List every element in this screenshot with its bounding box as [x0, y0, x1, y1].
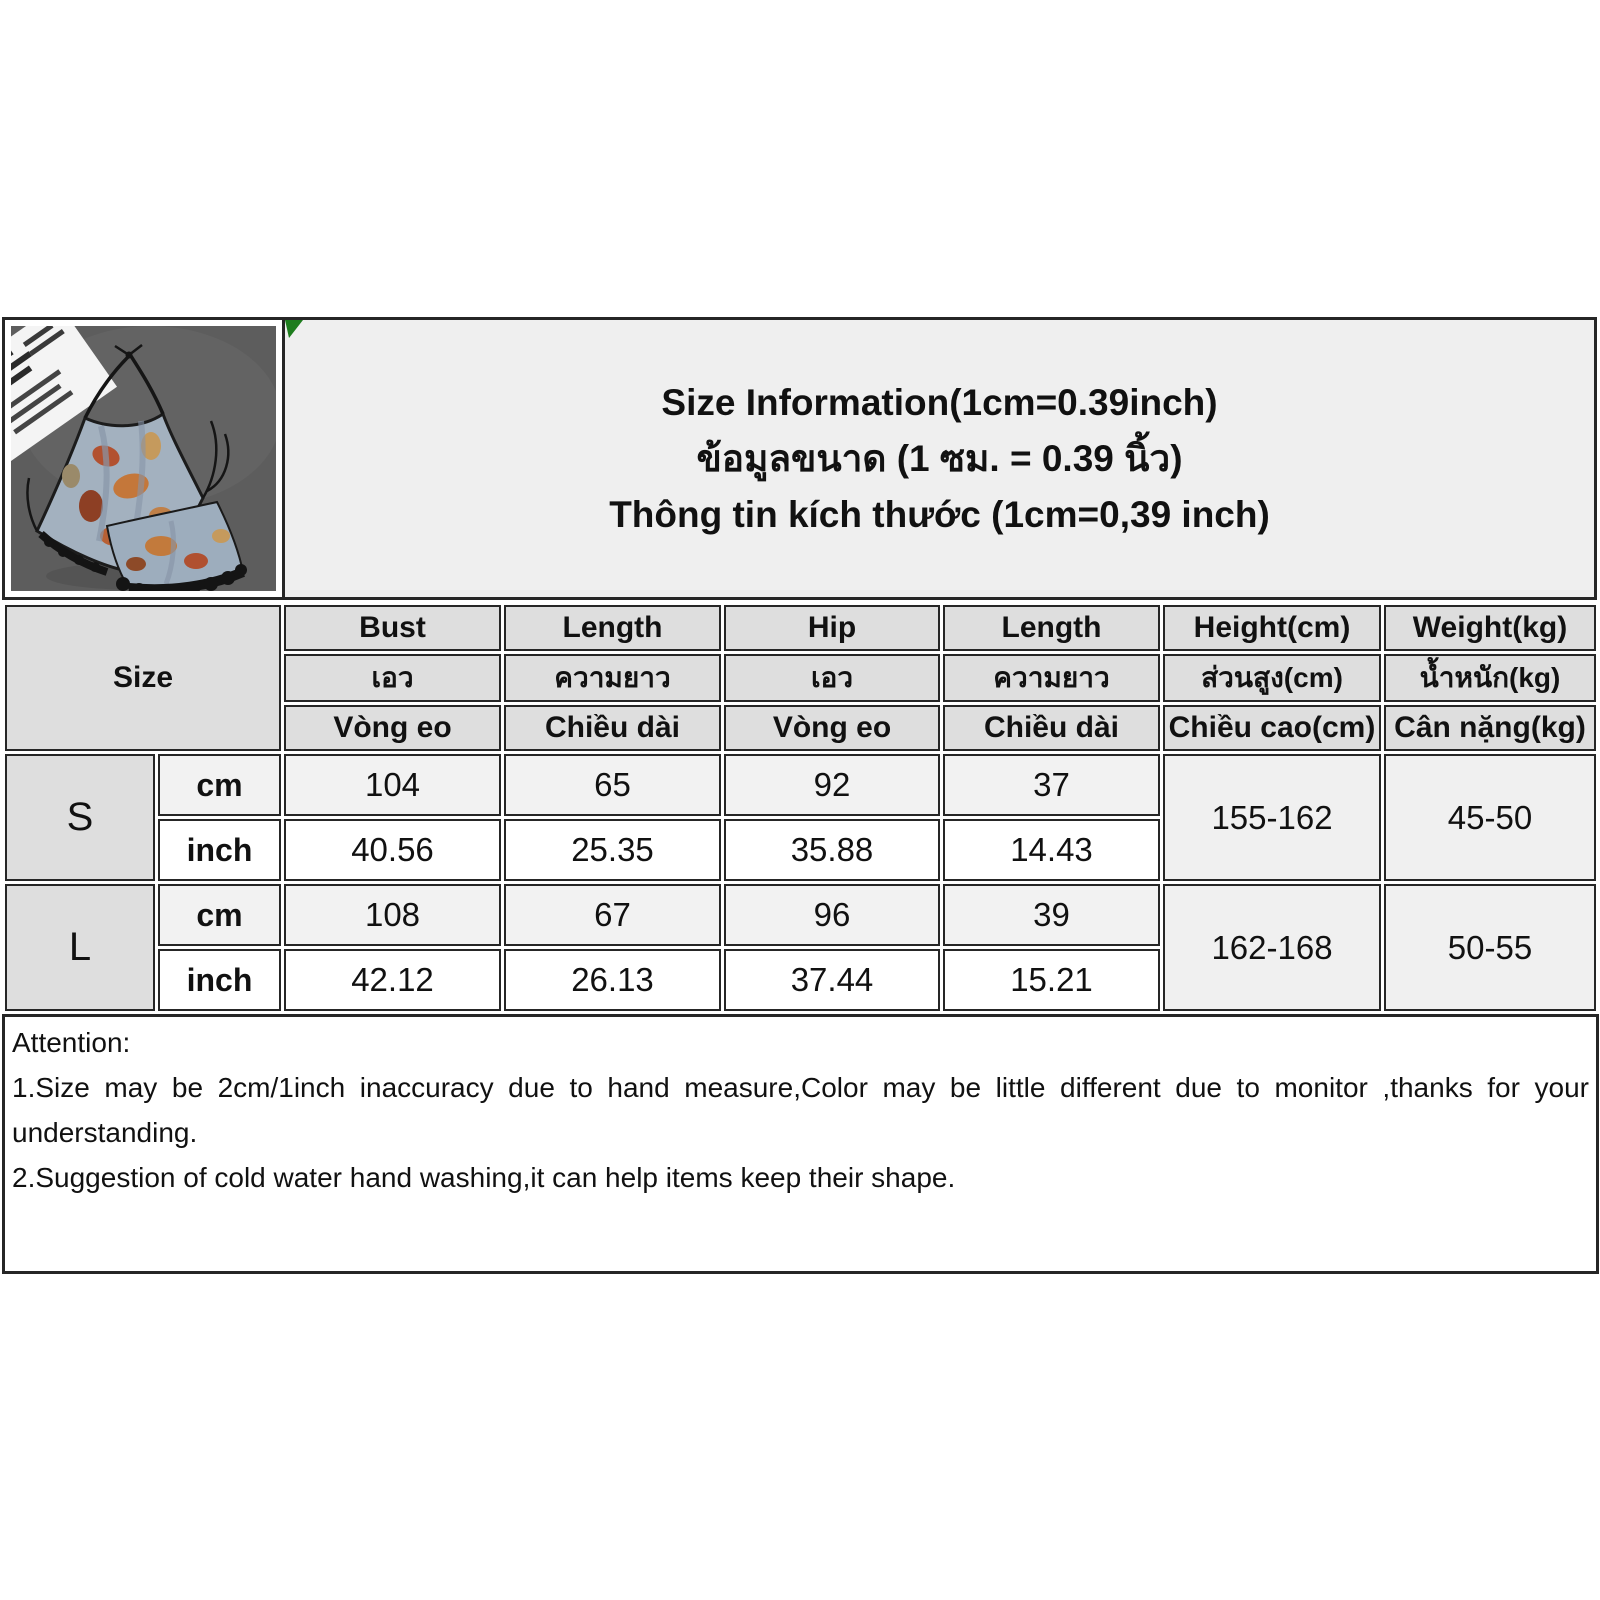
l-inch-hip: 37.44 [724, 949, 940, 1011]
s-height-range: 155-162 [1163, 754, 1381, 881]
col-header-weight-vi: Cân nặng(kg) [1384, 705, 1596, 751]
green-corner-marker-icon [285, 320, 305, 340]
attention-note-1: 1.Size may be 2cm/1inch inaccuracy due to hand measure,Color may be little different due to monitor ,thanks for your understanding. [12, 1072, 1589, 1148]
col-header-weight-en: Weight(kg) [1384, 605, 1596, 651]
top-row [2, 317, 1597, 600]
unit-inch: inch [158, 819, 281, 881]
title-vi: Thông tin kích thước (1cm=0,39 inch) [609, 493, 1270, 535]
attention-box [2, 1014, 1599, 1274]
s-weight-range: 45-50 [1384, 754, 1596, 881]
s-inch-hip: 35.88 [724, 819, 940, 881]
col-header-hip-en: Hip [724, 605, 940, 651]
unit-inch: inch [158, 949, 281, 1011]
title-th: ข้อมูลขนาด (1 ซม. = 0.39 นิ้ว) [696, 437, 1183, 479]
col-header-length1-vi: Chiều dài [504, 705, 721, 751]
size-corner-cell: Size [5, 605, 281, 751]
col-header-length2-en: Length [943, 605, 1160, 651]
col-header-height-vi: Chiều cao(cm) [1163, 705, 1381, 751]
col-header-bust-en: Bust [284, 605, 501, 651]
product-photo-frame [2, 317, 285, 600]
col-header-length1-en: Length [504, 605, 721, 651]
col-header-length1-th: ความยาว [504, 654, 721, 702]
product-photo [11, 326, 276, 591]
size-label-l: L [5, 884, 155, 1011]
s-inch-bust: 40.56 [284, 819, 501, 881]
s-cm-bust: 104 [284, 754, 501, 816]
l-cm-length1: 67 [504, 884, 721, 946]
title-en: Size Information(1cm=0.39inch) [661, 381, 1218, 423]
attention-heading: Attention: [12, 1027, 131, 1058]
col-header-bust-vi: Vòng eo [284, 705, 501, 751]
s-cm-hip: 92 [724, 754, 940, 816]
col-header-bust-th: เอว [284, 654, 501, 702]
col-header-hip-th: เอว [724, 654, 940, 702]
col-header-weight-th: น้ำหนัก(kg) [1384, 654, 1596, 702]
col-header-height-en: Height(cm) [1163, 605, 1381, 651]
unit-cm: cm [158, 884, 281, 946]
s-inch-length1: 25.35 [504, 819, 721, 881]
s-cm-length2: 37 [943, 754, 1160, 816]
l-height-range: 162-168 [1163, 884, 1381, 1011]
title-box [282, 317, 1597, 600]
l-inch-length1: 26.13 [504, 949, 721, 1011]
col-header-hip-vi: Vòng eo [724, 705, 940, 751]
l-cm-hip: 96 [724, 884, 940, 946]
col-header-height-th: ส่วนสูง(cm) [1163, 654, 1381, 702]
size-label-s: S [5, 754, 155, 881]
s-cm-length1: 65 [504, 754, 721, 816]
row-l-cm [5, 884, 1596, 946]
l-weight-range: 50-55 [1384, 884, 1596, 1011]
l-inch-bust: 42.12 [284, 949, 501, 1011]
s-inch-length2: 14.43 [943, 819, 1160, 881]
unit-cm: cm [158, 754, 281, 816]
header-row-en [5, 605, 1596, 651]
col-header-length2-vi: Chiều dài [943, 705, 1160, 751]
attention-note-2: 2.Suggestion of cold water hand washing,it can help items keep their shape. [12, 1162, 956, 1193]
l-cm-bust: 108 [284, 884, 501, 946]
l-cm-length2: 39 [943, 884, 1160, 946]
row-s-cm [5, 754, 1596, 816]
size-table [2, 602, 1599, 1014]
size-chart-content [2, 317, 1597, 1274]
l-inch-length2: 15.21 [943, 949, 1160, 1011]
col-header-length2-th: ความยาว [943, 654, 1160, 702]
